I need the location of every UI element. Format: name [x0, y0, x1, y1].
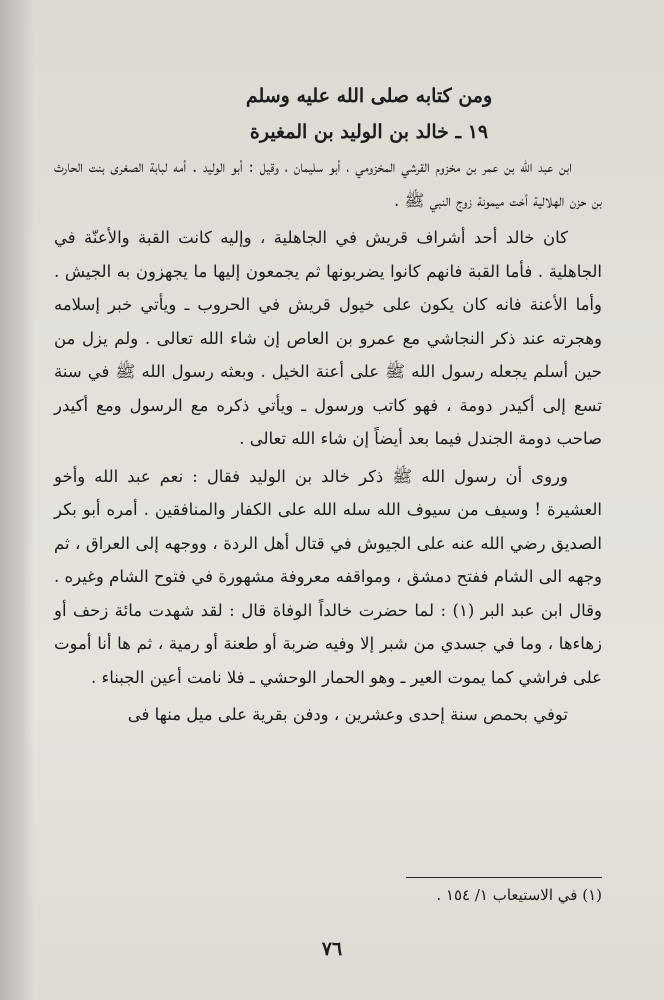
heading-line-1: ومن كتابه صلى الله عليه وسلم	[245, 85, 493, 107]
paragraph-1: ابن عبد الله بن عمر بن مخزوم القرشي المخزومي ، أبو سليمان ، وقيل : أبو الوليد . أمه لبابة الصغرى بنت الحارث بن حزن الهلالية أخت ميمونة زوج النبي ﷺ .	[54, 157, 602, 210]
section-heading	[194, 78, 544, 150]
paragraph-3: وروى أن رسول الله ﷺ ذكر خالد بن الوليد فقال : نعم عبد الله وأخو العشيرة ! وسيف من سيوف الله سله الله على الكفار والمنافقين . أمره أبو بكر الصديق رضي الله عنه على الجيوش في قتال أهل الردة ، ووجهه إلى العراق ، ثم وجهه الى الشام ففتح دمشق ، ومواقفه معروفة مشهورة في فتوح الشام وغيره . وقال ابن عبد البر (١) : لما حضرت خالداً الوفاة قال : لقد شهدت مائة زحف أو زهاءها ، وما في جسدي من شبر إلا وفيه ضربة أو طعنة أو رمية ، ثم ها أنا أموت على فراشي كما يموت العير ـ وهو الحمار الوحشي ـ فلا نامت أعين الجبناء .	[54, 466, 602, 687]
footnote: (١) في الاستيعاب ١/ ١٥٤ .	[436, 886, 602, 904]
footnote-divider	[406, 877, 602, 878]
paragraph-2: كان خالد أحد أشراف قريش في الجاهلية ، وإليه كانت القبة والأعنّة في الجاهلية . فأما القبة فانهم كانوا يضربونها ثم يجمعون إليها ما يجهزون به الجيش . وأما الأعنة فانه كان يكون على خيول قريش في الحروب ـ ويأتي خبر إسلامه وهجرته عند ذكر النجاشي مع عمرو بن العاص إن شاء الله تعالى . ولم يزل من حين أسلم يجعله رسول الله ﷺ على أعنة الخيل . وبعثه رسول الله ﷺ في سنة تسع إلى أكيدر دومة ، فهو كاتب ورسول ـ ويأتي ذكره مع الرسول ومع أكيدر صاحب دومة الجندل فيما بعد أيضاً إن شاء الله تعالى .	[54, 228, 602, 448]
spine-shadow	[0, 0, 34, 1000]
body-text	[54, 150, 602, 736]
page-number: ٧٦	[321, 938, 343, 960]
paragraph-4: توفي بحمص سنة إحدى وعشرين ، ودفن بقرية على ميل منها فى	[127, 705, 568, 724]
heading-line-2: ١٩ ـ خالد بن الوليد بن المغيرة	[249, 121, 489, 143]
